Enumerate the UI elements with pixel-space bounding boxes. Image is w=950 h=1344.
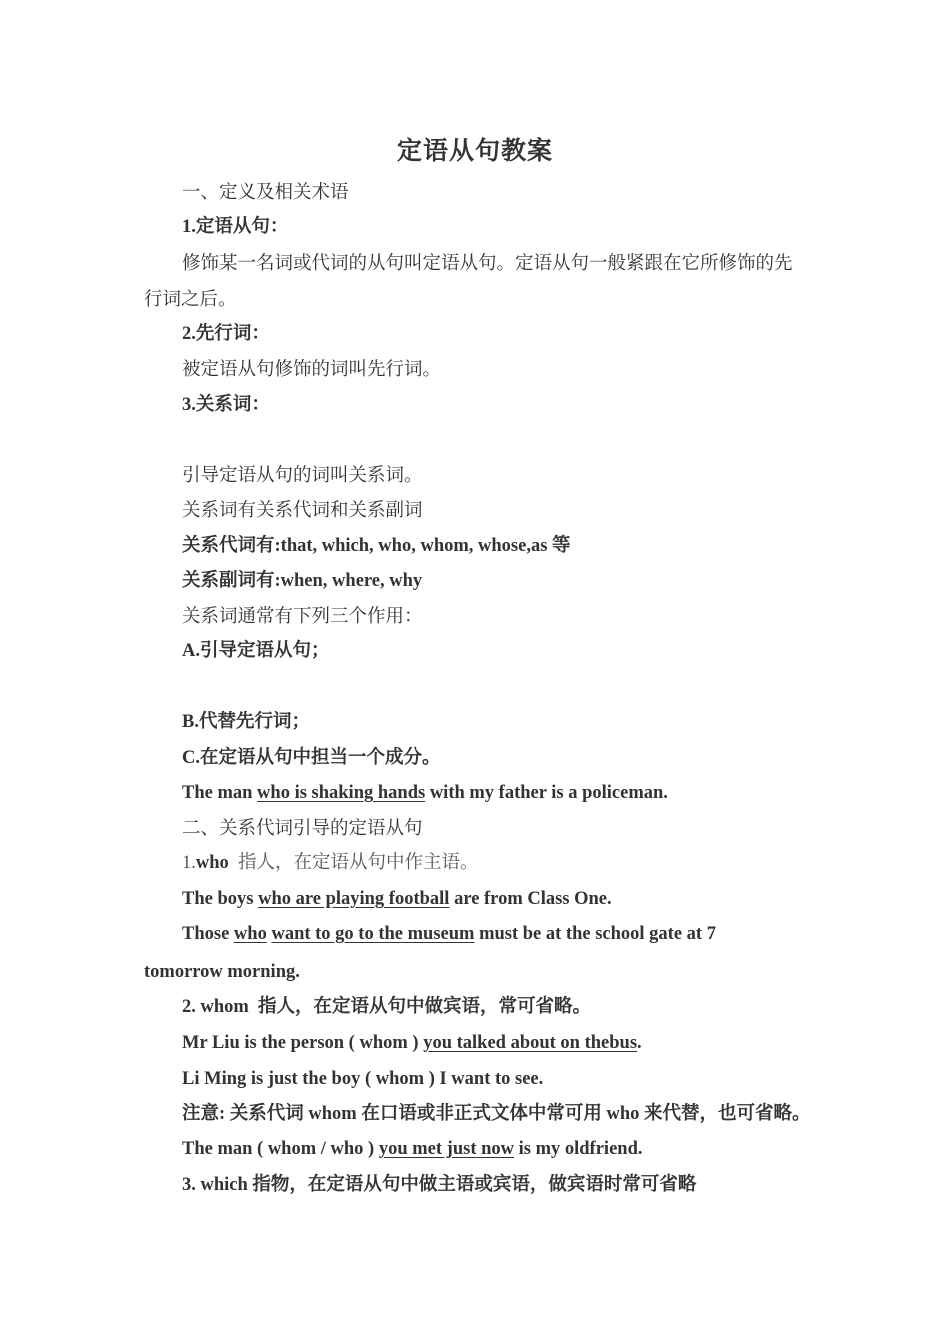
example-sentence-2 <box>182 886 612 912</box>
definition-text-1b: 行词之后。 <box>144 290 237 310</box>
who-number: 1. <box>182 853 196 873</box>
who-description: 指人，在定语从句中作主语。 <box>228 853 479 873</box>
page-title: 定语从句教案 <box>396 138 553 165</box>
role-b: B.代替先行词； <box>182 712 310 732</box>
section-heading-relative-pronouns: 二、关系代词引导的定语从句 <box>182 819 423 839</box>
underlined-clause: you met just now <box>378 1139 514 1159</box>
whom-subheading: 2. whom 指人，在定语从句中做宾语，常可省略。 <box>182 997 592 1017</box>
relative-word-types: 关系词有关系代词和关系副词 <box>182 501 423 521</box>
example-sentence-4 <box>182 1030 642 1056</box>
underlined-clause: want to go to the museum <box>271 924 475 944</box>
example-text: Those <box>182 924 234 944</box>
subheading-attributive-clause: 1.定语从句： <box>182 217 289 237</box>
underlined-clause: who are playing football <box>258 889 450 909</box>
usage-note: 注意: 关系代词 whom 在口语或非正式文体中常可用 who 来代替，也可省略。 <box>182 1104 811 1124</box>
three-roles-intro: 关系词通常有下列三个作用： <box>182 607 423 627</box>
example-text: must be at the school gate at 7 <box>474 924 716 944</box>
example-sentence-3b: tomorrow morning. <box>144 962 300 982</box>
example-text: Mr Liu is the person ( whom ) <box>182 1033 424 1053</box>
example-text: The man <box>182 783 258 803</box>
underlined-clause: you talked about on thebus <box>423 1033 638 1053</box>
underlined-relative-pronoun: who <box>233 924 267 944</box>
relative-pronouns-list: 关系代词有:that, which, who, whom, whose,as 等 <box>182 536 571 556</box>
definition-text-3: 引导定语从句的词叫关系词。 <box>182 466 423 486</box>
example-text: are from Class One. <box>449 889 612 909</box>
which-subheading: 3. which 指物，在定语从句中做主语或宾语，做宾语时常可省略 <box>182 1175 697 1195</box>
example-text: is my oldfriend. <box>514 1139 643 1159</box>
subheading-antecedent: 2.先行词： <box>182 324 270 344</box>
example-text: The boys <box>182 889 259 909</box>
relative-adverbs-list: 关系副词有:when, where, why <box>182 571 423 591</box>
example-sentence-6 <box>182 1136 642 1162</box>
example-text: The man ( whom / who ) <box>182 1139 379 1159</box>
definition-text-1a: 修饰某一名词或代词的从句叫定语从句。定语从句一般紧跟在它所修饰的先 <box>182 254 793 274</box>
who-word: who <box>195 853 229 873</box>
example-sentence-5: Li Ming is just the boy ( whom ) I want to see. <box>182 1069 544 1089</box>
subheading-relative-words: 3.关系词： <box>182 395 270 415</box>
example-text: with my father is a policeman. <box>425 783 668 803</box>
example-text: . <box>637 1033 642 1053</box>
role-c: C.在定语从句中担当一个成分。 <box>182 748 441 768</box>
underlined-clause: who is shaking hands <box>257 783 426 803</box>
section-heading-definitions: 一、定义及相关术语 <box>182 183 349 203</box>
example-sentence-1 <box>182 780 668 806</box>
example-sentence-3a <box>182 921 716 947</box>
definition-text-2: 被定语从句修饰的词叫先行词。 <box>182 360 442 380</box>
role-a: A.引导定语从句； <box>182 641 330 661</box>
who-subheading <box>182 850 479 876</box>
